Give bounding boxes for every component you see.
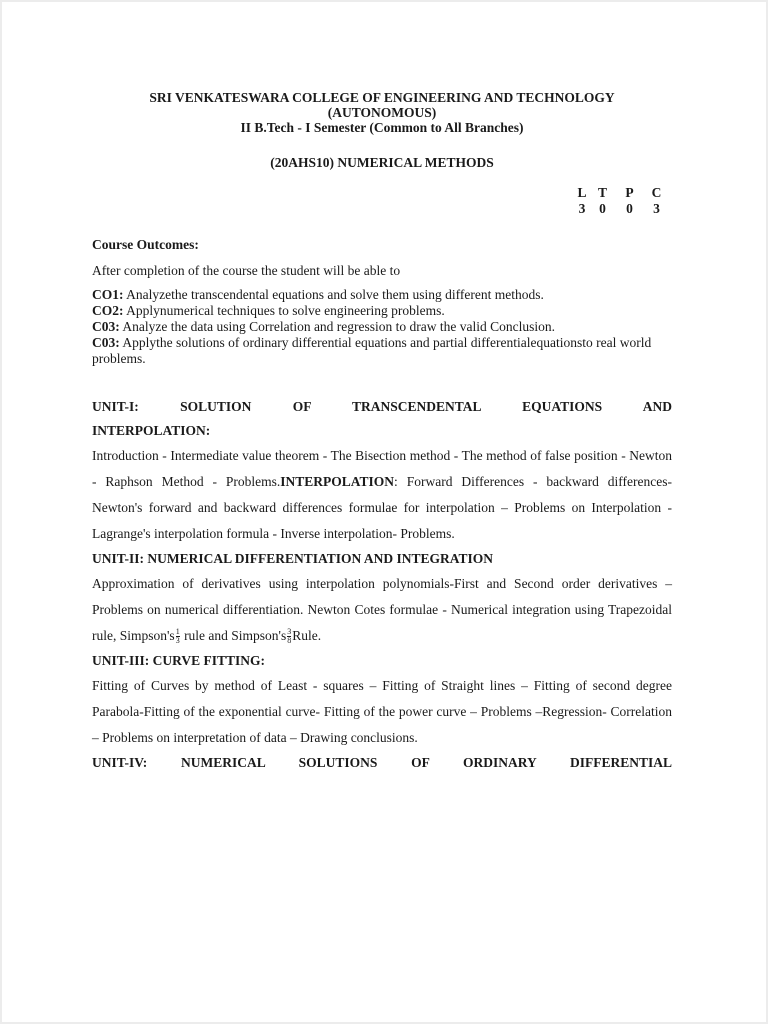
course-outcome-code: C03: bbox=[92, 319, 120, 334]
course-outcome-text: Analyzethe transcendental equations and solve them using different methods. bbox=[123, 287, 544, 302]
fraction-denominator: 8 bbox=[287, 636, 292, 646]
fraction-denominator: 3 bbox=[175, 636, 180, 646]
course-outcomes-heading: Course Outcomes: bbox=[92, 237, 199, 252]
unit-2-text-a: Approximation of derivatives using interpolation polynomials-First and Second order derivatives – Problems on numerical differentiation. Newton Cotes formulae - Numerical integration using Trapezoidal rule, Simpson's bbox=[92, 576, 672, 643]
unit-1-title-cont: INTERPOLATION: bbox=[92, 423, 211, 438]
course-outcome-item bbox=[92, 303, 672, 319]
ltpc-value-c: 3 bbox=[653, 201, 660, 216]
ltpc-label-t: T bbox=[597, 185, 607, 200]
course-outcome-item bbox=[92, 335, 672, 367]
course-outcome-item bbox=[92, 287, 672, 303]
ltpc-value-p: 0 bbox=[626, 201, 633, 216]
course-outcome-code: CO1: bbox=[92, 287, 124, 302]
fraction-numerator: 1 bbox=[175, 627, 180, 637]
unit-1-text-a: Introduction - Intermediate value theorem - The Bisection method - The method of false position - Newton - Raphson Method - Problems. bbox=[92, 448, 672, 489]
course-outcome-code: C03: bbox=[92, 335, 120, 350]
program-label: II B.Tech - I Semester (Common to All Branches) bbox=[240, 120, 524, 135]
fraction-three-eighths bbox=[287, 628, 291, 645]
unit-2-text-b: rule and Simpson's bbox=[180, 628, 287, 643]
unit-3-title: UNIT-III: CURVE FITTING: bbox=[92, 653, 266, 668]
college-name: SRI VENKATESWARA COLLEGE OF ENGINEERING AND TECHNOLOGY bbox=[149, 90, 615, 105]
autonomous-label: (AUTONOMOUS) bbox=[327, 105, 437, 120]
ltpc-label-c: C bbox=[651, 185, 662, 200]
course-outcome-item bbox=[92, 319, 672, 335]
course-outcomes-intro: After completion of the course the student will be able to bbox=[92, 263, 401, 278]
ltpc-value-t: 0 bbox=[599, 201, 606, 216]
ltpc-table bbox=[92, 185, 672, 217]
document-page bbox=[2, 2, 766, 1022]
course-title: (20AHS10) NUMERICAL METHODS bbox=[270, 155, 494, 170]
course-outcome-code: CO2: bbox=[92, 303, 124, 318]
unit-4-title: UNIT-IV: NUMERICAL SOLUTIONS OF ORDINARY DIFFERENTIAL bbox=[92, 755, 672, 770]
document-header bbox=[92, 90, 672, 135]
unit-1-body bbox=[92, 443, 672, 547]
unit-2-body bbox=[92, 571, 672, 649]
ltpc-labels bbox=[92, 185, 670, 201]
unit-3-body: Fitting of Curves by method of Least - squares – Fitting of Straight lines – Fitting of second degree Parabola-Fitting of the exponential curve- Fitting of the power curve – Problems –Regression- Correlation – Problems on interpretation of data – Drawing conclusions. bbox=[92, 678, 672, 745]
ltpc-values bbox=[92, 201, 670, 217]
unit-1-bold-inline: INTERPOLATION bbox=[280, 474, 395, 489]
unit-2-text-c: Rule. bbox=[292, 628, 322, 643]
unit-2-title: UNIT-II: NUMERICAL DIFFERENTIATION AND INTEGRATION bbox=[92, 551, 494, 566]
course-outcome-text: Applythe solutions of ordinary differential equations and partial differentialequationsto real world problems. bbox=[92, 335, 652, 366]
fraction-one-third bbox=[176, 628, 180, 645]
course-outcome-text: Applynumerical techniques to solve engineering problems. bbox=[123, 303, 445, 318]
fraction-numerator: 3 bbox=[287, 627, 292, 637]
course-outcome-text: Analyze the data using Correlation and regression to draw the valid Conclusion. bbox=[119, 319, 556, 334]
ltpc-value-l: 3 bbox=[578, 201, 586, 216]
ltpc-label-l: L bbox=[577, 185, 587, 200]
ltpc-label-p: P bbox=[625, 185, 634, 200]
unit-1-text-b: : Forward Differences - backward differences- Newton's forward and backward differences formulae for interpolation – Problems on Interpolation - Lagrange's interpolation formula - Inverse interpolation- Problems. bbox=[92, 474, 672, 541]
unit-1-title: UNIT-I: SOLUTION OF TRANSCENDENTAL EQUATIONS AND bbox=[92, 399, 672, 414]
course-outcomes-list bbox=[92, 287, 672, 367]
